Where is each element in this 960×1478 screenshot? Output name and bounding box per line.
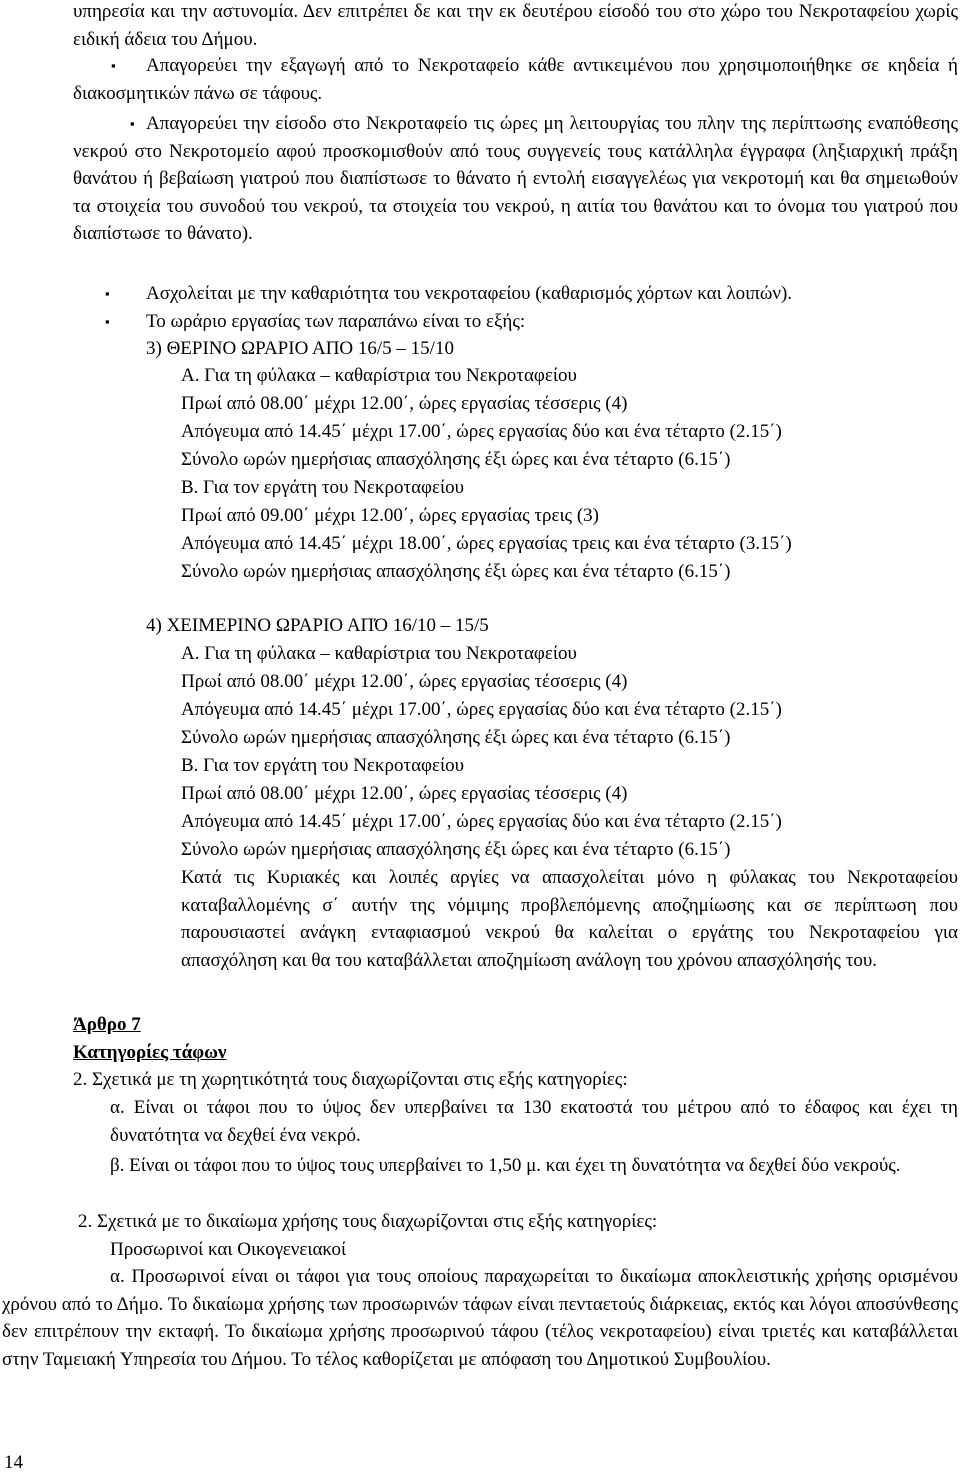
bullet-marker: ▪ — [105, 314, 110, 329]
bullet-marker: ▪ — [105, 286, 110, 301]
bullet-marker: ▪ — [111, 58, 116, 73]
schedule-line: Απόγευμα από 14.45΄ μέχρι 18.00΄, ώρες εργασίας τρεις και ένα τέταρτο (3.15΄) — [181, 533, 792, 554]
schedule-line: Α. Για τη φύλακα – καθαρίστρια του Νεκροταφείου — [181, 643, 577, 664]
schedule-line: Πρωί από 09.00΄ μέχρι 12.00΄, ώρες εργασίας τρεις (3) — [181, 505, 599, 526]
schedule-line: Πρωί από 08.00΄ μέχρι 12.00΄, ώρες εργασίας τέσσερις (4) — [181, 393, 628, 414]
bullet-paragraph-entry: Απαγορεύει την είσοδο στο Νεκροταφείο τις ώρες μη λειτουργίας του πλην της περίπτωσης εναπόθεσης νεκρού στο Νεκροτομείο αφού προσκομισθούν από τους συγγενείς τους κατάλληλα έγγραφα (ληξιαρχική πράξη θανάτου ή βεβαίωση γιατρού που διαπίστωσε το θάνατο ή εντολή εισαγγελέως για νεκροτομή και θα σημειωθούν τα στοιχεία του συνοδού του νεκρού, τα στοιχεία του νεκρού, η αιτία του θανάτου και το όνομα του γιατρού που διαπίστωσε το θάνατο). — [73, 113, 958, 244]
usage-subheading: Προσωρινοί και Οικογενειακοί — [110, 1239, 347, 1260]
schedule-line: Σύνολο ωρών ημερήσιας απασχόλησης έξι ώρες και ένα τέταρτο (6.15΄) — [181, 561, 731, 582]
schedule-line: Σύνολο ωρών ημερήσιας απασχόλησης έξι ώρες και ένα τέταρτο (6.15΄) — [181, 839, 731, 860]
summer-heading: 3) ΘΕΡΙΝΟ ΩΡΑΡΙΟ ΑΠΟ 16/5 – 15/10 — [146, 338, 454, 359]
schedule-line: Β. Για τον εργάτη του Νεκροταφείου — [181, 755, 465, 776]
intro-paragraph: υπηρεσία και την αστυνομία. Δεν επιτρέπει δε και την εκ δευτέρου είσοδό του στο χώρο του Νεκροταφείου χωρίς ειδική άδεια του Δήμου. — [73, 1, 958, 50]
page-number: 14 — [4, 1452, 23, 1473]
schedule-line: Απόγευμα από 14.45΄ μέχρι 17.00΄, ώρες εργασίας δύο και ένα τέταρτο (2.15΄) — [181, 699, 782, 720]
holiday-note: Κατά τις Κυριακές και λοιπές αργίες να απασχολείται μόνο η φύλακας του Νεκροταφείου καταβαλλομένης σ΄ αυτήν της νόμιμης προβλεπόμενης αποζημίωσης και σε περίπτωση που παρουσιαστεί ανάγκη ενταφιασμού νεκρού θα καλείται ο εργάτης του Νεκροταφείου για απασχόληση και θα του καταβάλλεται αποζημίωση ανάλογη του χρόνου απασχόλησής του. — [181, 867, 958, 971]
article-title: Κατηγορίες τάφων — [73, 1042, 227, 1063]
capacity-item-b: β. Είναι οι τάφοι που το ύψος τους υπερβαίνει το 1,50 μ. και έχει τη δυνατότητα να δεχθεί δύο νεκρούς. — [110, 1155, 901, 1176]
bullet-paragraph-cleaning: Ασχολείται με την καθαριότητα του νεκροταφείου (καθαρισμός χόρτων και λοιπών). — [146, 283, 793, 304]
capacity-item-a: α. Είναι οι τάφοι που το ύψος δεν υπερβαίνει τα 130 εκατοστά του μέτρου από το έδαφος και έχει τη δυνατότητα να δεχθεί ένα νεκρό. — [110, 1097, 958, 1146]
capacity-intro: 2. Σχετικά με τη χωρητικότητά τους διαχωρίζονται στις εξής κατηγορίες: — [73, 1069, 628, 1090]
bullet-marker: ▪ — [130, 116, 135, 131]
schedule-line: Β. Για τον εργάτη του Νεκροταφείου — [181, 477, 465, 498]
schedule-line: Απόγευμα από 14.45΄ μέχρι 17.00΄, ώρες εργασίας δύο και ένα τέταρτο (2.15΄) — [181, 421, 782, 442]
schedule-line: Απόγευμα από 14.45΄ μέχρι 17.00΄, ώρες εργασίας δύο και ένα τέταρτο (2.15΄) — [181, 811, 782, 832]
schedule-line: Α. Για τη φύλακα – καθαρίστρια του Νεκροταφείου — [181, 365, 577, 386]
usage-intro: 2. Σχετικά με το δικαίωμα χρήσης τους διαχωρίζονται στις εξής κατηγορίες: — [78, 1211, 658, 1232]
bullet-paragraph-export: Απαγορεύει την εξαγωγή από το Νεκροταφείο κάθε αντικειμένου που χρησιμοποιήθηκε σε κηδεία ή διακοσμητικών πάνω σε τάφους. — [73, 55, 958, 104]
schedule-line: Σύνολο ωρών ημερήσιας απασχόλησης έξι ώρες και ένα τέταρτο (6.15΄) — [181, 727, 731, 748]
bullet-paragraph-schedule: Το ωράριο εργασίας των παραπάνω είναι το εξής: — [146, 311, 526, 332]
schedule-line: Πρωί από 08.00΄ μέχρι 12.00΄, ώρες εργασίας τέσσερις (4) — [181, 783, 628, 804]
winter-heading: 4) ΧΕΙΜΕΡΙΝΟ ΩΡΑΡΙΟ ΑΠΌ 16/10 – 15/5 — [146, 615, 489, 636]
article-number: Άρθρο 7 — [73, 1014, 141, 1035]
schedule-line: Πρωί από 08.00΄ μέχρι 12.00΄, ώρες εργασίας τέσσερις (4) — [181, 671, 628, 692]
schedule-line: Σύνολο ωρών ημερήσιας απασχόλησης έξι ώρες και ένα τέταρτο (6.15΄) — [181, 449, 731, 470]
usage-item-a: α. Προσωρινοί είναι οι τάφοι για τους οποίους παραχωρείται το δικαίωμα αποκλειστικής χρήσης ορισμένου χρόνου από το Δήμο. Το δικαίωμα χρήσης των προσωρινών τάφων είναι πενταετούς διάρκειας, εκτός και λόγοι αποσύνθεσης δεν επιτρέπουν την εκταφή. Το δικαίωμα χρήσης προσωρινού τάφου (τέλος νεκροταφείου) είναι τριετές και καταβάλλεται στην Ταμειακή Υπηρεσία του Δήμου. Το τέλος καθορίζεται με απόφαση του Δημοτικού Συμβουλίου. — [2, 1266, 958, 1370]
